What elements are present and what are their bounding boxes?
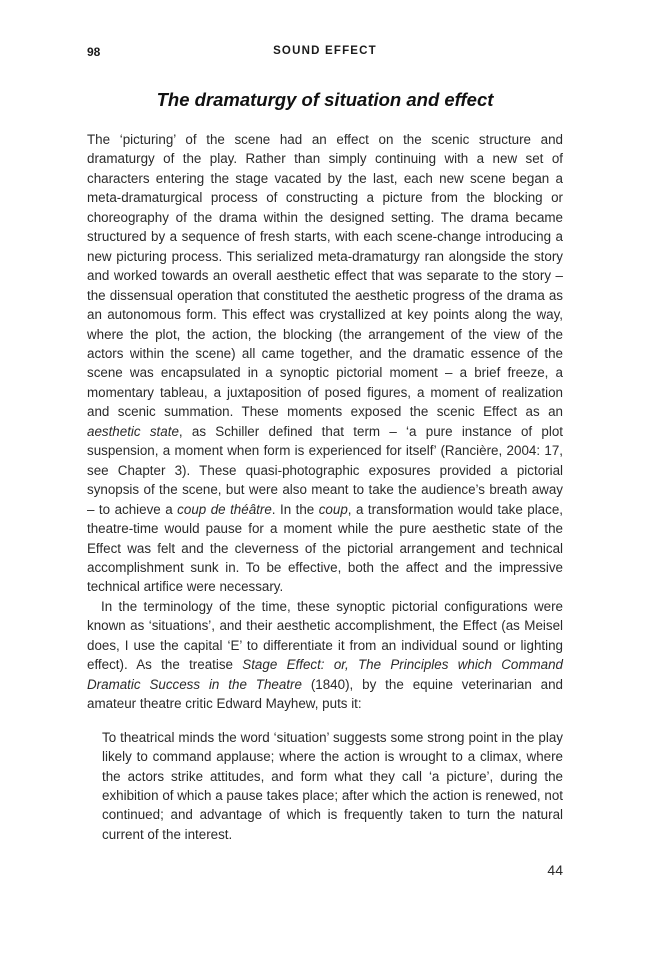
paragraph-2-text-c: (1840), by the equine veterinarian and amateur theatre critic Edward Mayhew, puts it: — [87, 676, 563, 712]
italic-book-title: Stage Effect: or, The Principles which Command Dramatic Success in the Theatre — [87, 657, 563, 692]
italic-coup-de-theatre: coup de théâtre — [177, 501, 272, 517]
body-text — [87, 130, 563, 844]
block-quote: To theatrical minds the word ‘situation’ suggests some strong point in the play likely to command applause; where the action is wrought to a climax, where the actors strike attitudes, and form what they call ‘a picture’, during the exhibition of which a pause takes place; after which the action is renewed, not continued; and advantage of which is frequently taken to turn the natural current of the interest. — [102, 729, 563, 842]
paragraph-2-text-a: In the terminology of the time, these synoptic pictorial configurations were known as ‘situations’, and their aesthetic accomplishment, the Effect (as Meisel does, I use the capital ‘E’ to differentiate it from an individual sound or lighting effect). As the treatise — [87, 598, 563, 673]
section-title: The dramaturgy of situation and effect — [156, 89, 494, 110]
page-number: 98 — [87, 45, 101, 59]
paragraph-2 — [87, 597, 563, 714]
paragraph-1 — [87, 130, 563, 597]
italic-aesthetic-state: aesthetic state — [87, 423, 179, 439]
paragraph-1-text-g: , a transformation would take place, theatre-time would pause for a moment while the pure aesthetic state of the Effect was felt and the cleverness of the pictorial arrangement and technical accomplishment sunk in. To be effective, both the affect and the impressive technical artifice were necessary. — [87, 501, 563, 595]
italic-coup: coup — [318, 501, 348, 517]
paragraph-1-text-c: , as Schiller defined that term – ‘a pure instance of plot suspension, a moment when form is experienced for itself’ (Rancière, 2004: 17, see Chapter 3). These quasi-photographic exposures provided a pictorial synopsis of the scene, but were also meant to take the audience’s breath away – to achieve a — [87, 423, 563, 517]
paragraph-1-text-e: . In the — [271, 501, 319, 517]
quote-page-reference: 44 — [547, 862, 563, 878]
page-header — [87, 45, 563, 61]
running-title: SOUND EFFECT — [273, 45, 377, 57]
paragraph-1-text-a: The ‘picturing’ of the scene had an effect on the scenic structure and dramaturgy of the play. Rather than simply continuing with a new set of characters entering the stage vacated by the last, each new scene began a meta-dramaturgical process of constructing a picture from the blocking or choreography of the drama within the designed setting. The drama became structured by a sequence of fresh starts, with each scene-change introducing a new picturing process. This serialized meta-dramaturgy ran alongside the story and worked towards an overall aesthetic effect that was separate to the story – the dissensual operation that constituted the aesthetic progress of the drama as an autonomous form. This effect was crystallized at key points along the way, where the plot, the action, the blocking (the arrangement of the view of the actors within the scene) all came together, and the dramatic essence of the scene was encapsulated in a synoptic pictorial moment – a brief freeze, a momentary tableau, a juxtaposition of posed figures, a moment of realization and scenic summation. These moments exposed the scenic Effect as an — [87, 132, 563, 420]
